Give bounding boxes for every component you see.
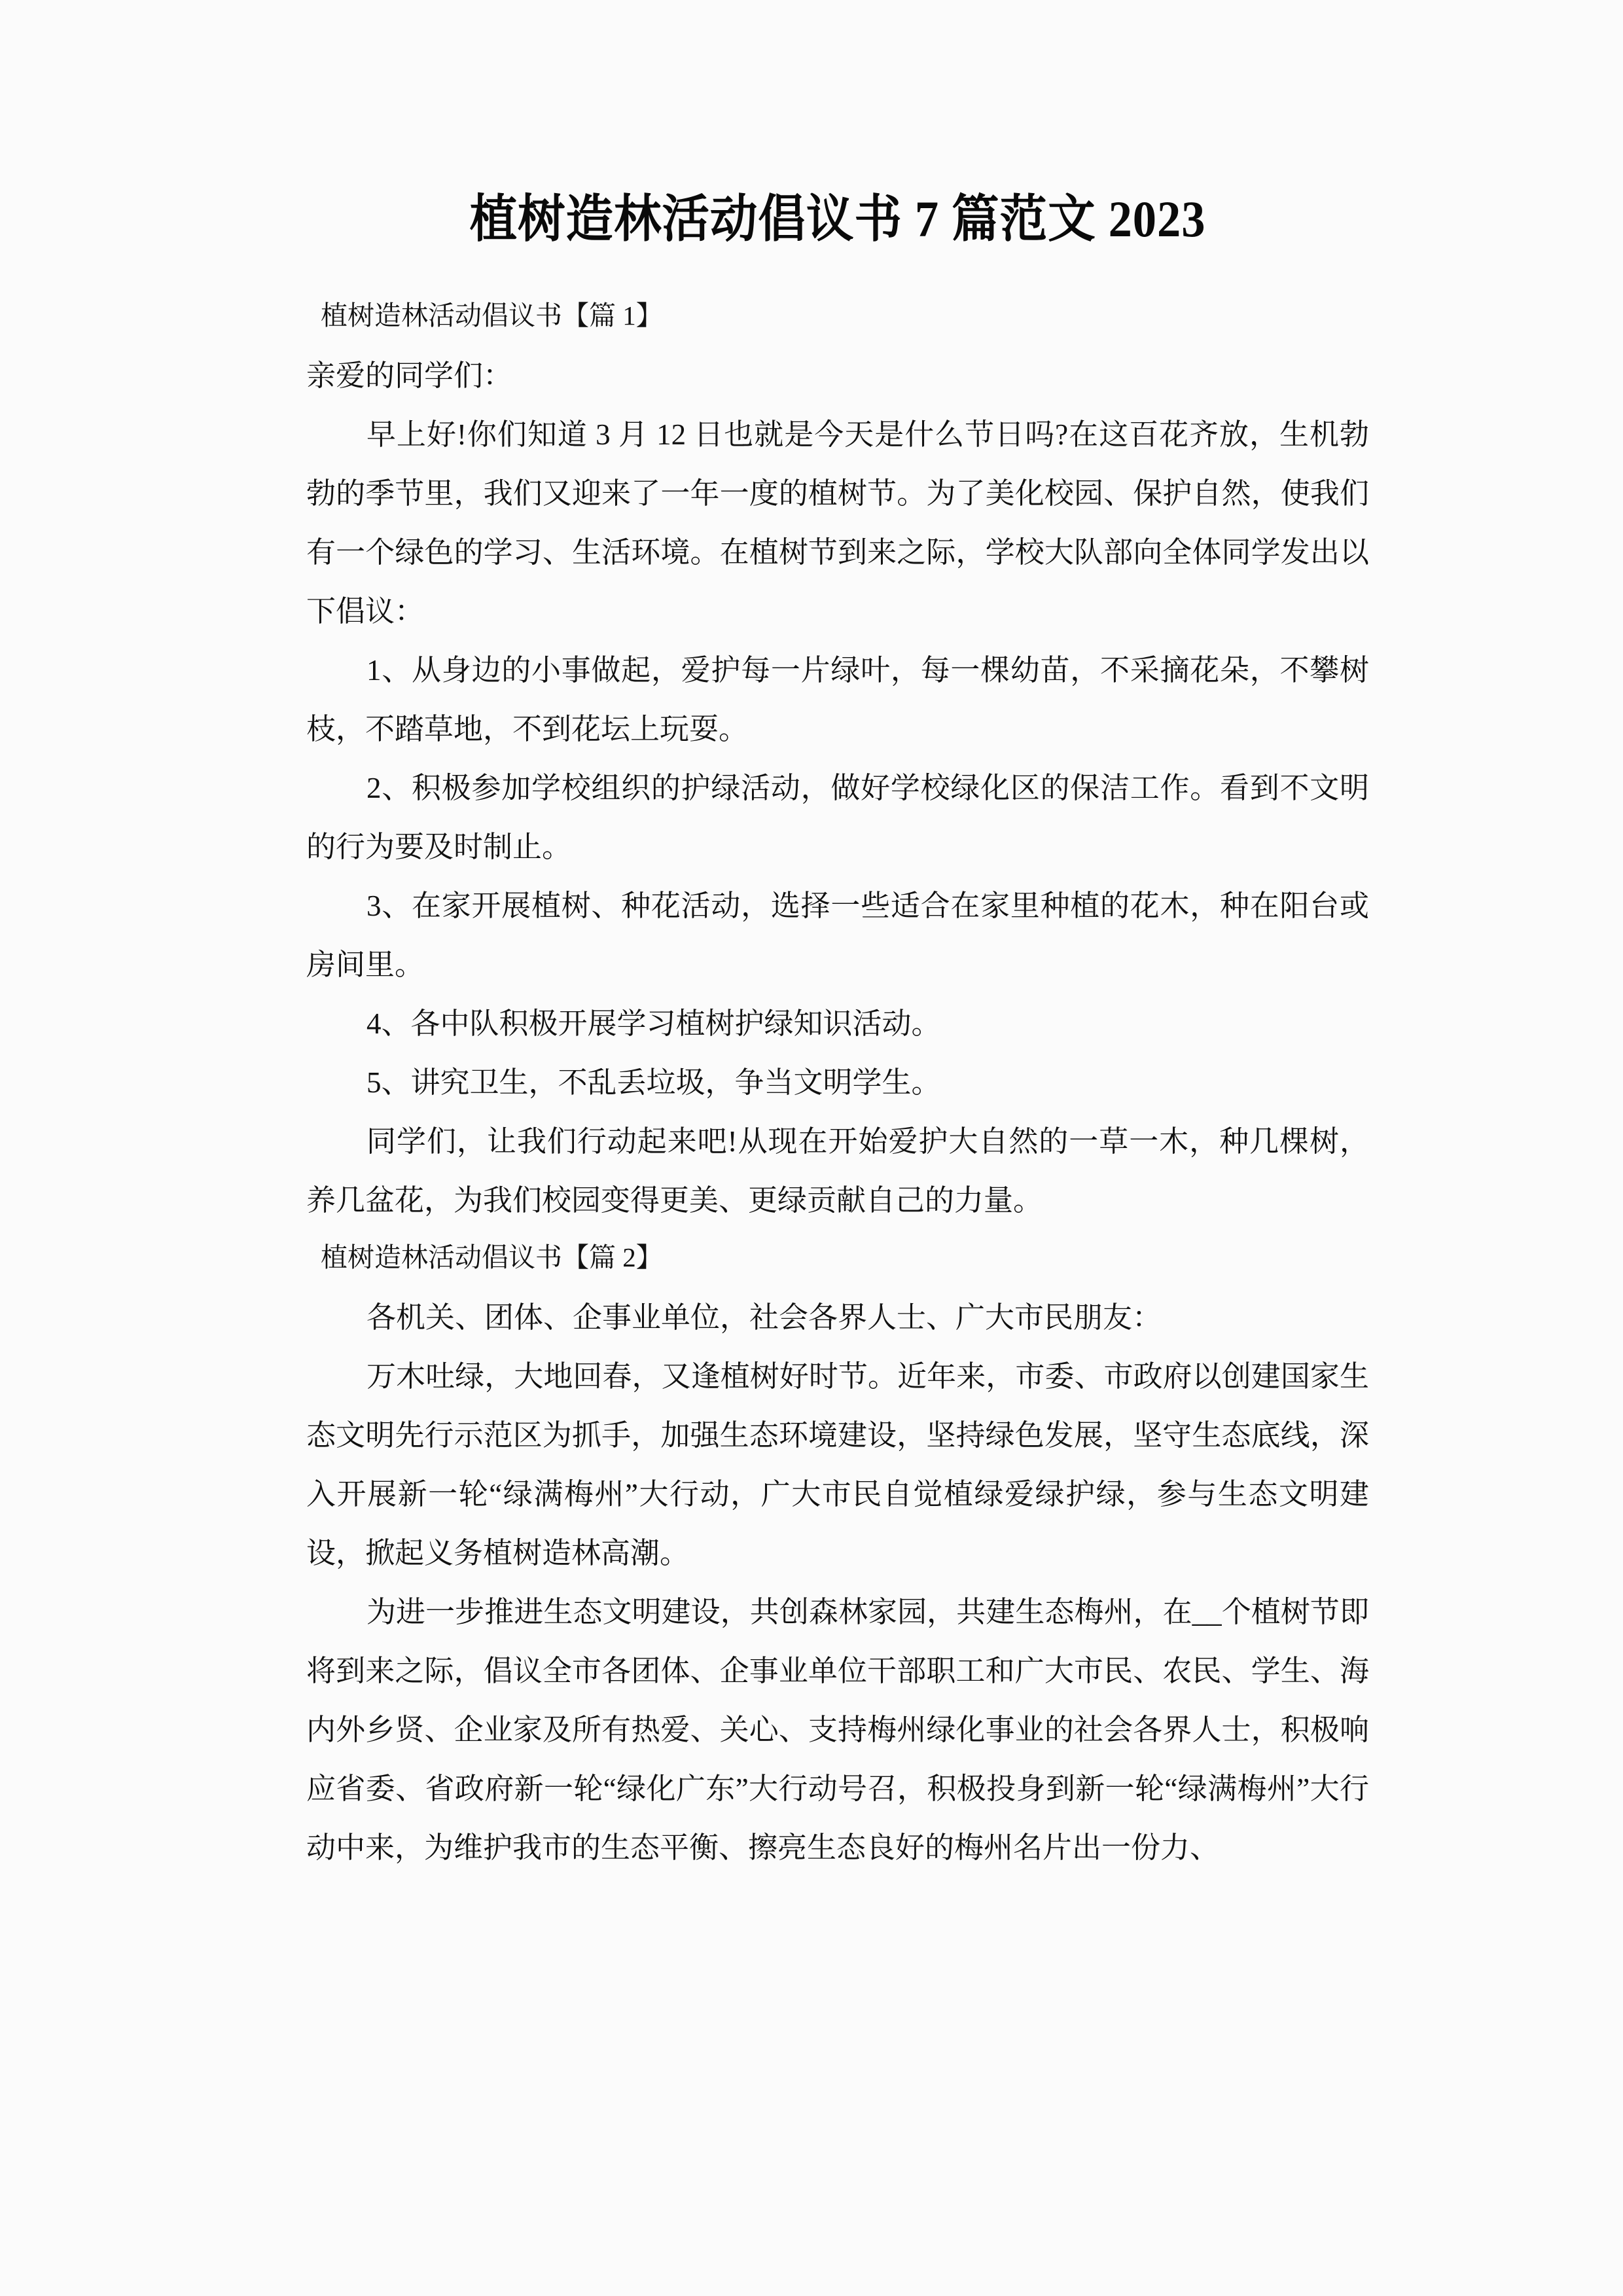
section-heading: 植树造林活动倡议书【篇 1】 [321, 300, 663, 331]
page-title: 植树造林活动倡议书 7 篇范文 2023 [469, 190, 1206, 247]
section-pian-2 [306, 1244, 1369, 1877]
section-greeting: 各机关、团体、企事业单位，社会各界人士、广大市民朋友： [366, 1300, 1162, 1334]
paragraph: 万木吐绿，大地回春，又逢植树好时节。近年来，市委、市政府以创建国家生态文明先行示范区为抓手，加强生态环境建设，坚持绿色发展，坚守生态底线，深入开展新一轮“绿满梅州”大行动，广大市民自觉植绿爱绿护绿，参与生态文明建设，掀起义务植树造林高潮。 [306, 1359, 1369, 1570]
paragraph: 同学们，让我们行动起来吧!从现在开始爱护大自然的一草一木，种几棵树，养几盆花，为我们校园变得更美、更绿贡献自己的力量。 [306, 1124, 1369, 1217]
list-item: 1、从身边的小事做起，爱护每一片绿叶，每一棵幼苗，不采摘花朵，不攀树枝，不踏草地，不到花坛上玩耍。 [306, 653, 1369, 745]
list-item: 3、在家开展植树、种花活动，选择一些适合在家里种植的花木，种在阳台或房间里。 [306, 889, 1369, 981]
document-content [306, 0, 1369, 1877]
list-item: 2、积极参加学校组织的护绿活动，做好学校绿化区的保洁工作。看到不文明的行为要及时制止。 [306, 771, 1369, 863]
section-heading: 植树造林活动倡议书【篇 2】 [321, 1242, 663, 1272]
list-item: 5、讲究卫生，不乱丢垃圾，争当文明学生。 [366, 1066, 941, 1099]
paragraph: 早上好!你们知道 3 月 12 日也就是今天是什么节日吗?在这百花齐放，生机勃勃的季节里，我们又迎来了一年一度的植树节。为了美化校园、保护自然，使我们有一个绿色的学习、生活环境。在植树节到来之际，学校大队部向全体同学发出以下倡议： [306, 418, 1369, 628]
section-greeting: 亲爱的同学们： [306, 359, 513, 392]
spacer [306, 329, 1369, 346]
spacer [306, 249, 1369, 302]
list-item: 4、各中队积极开展学习植树护绿知识活动。 [366, 1007, 941, 1040]
spacer [306, 1271, 1369, 1288]
section-pian-1 [306, 302, 1369, 1230]
paragraph: 为进一步推进生态文明建设，共创森林家园，共建生态梅州，在__个植树节即将到来之际，倡议全市各团体、企事业单位干部职工和广大市民、农民、学生、海内外乡贤、企业家及所有热爱、关心、支持梅州绿化事业的社会各界人士，积极响应省委、省政府新一轮“绿化广东”大行动号召，积极投身到新一轮“绿满梅州”大行动中来，为维护我市的生态平衡、擦亮生态良好的梅州名片出一份力、 [306, 1595, 1369, 1864]
